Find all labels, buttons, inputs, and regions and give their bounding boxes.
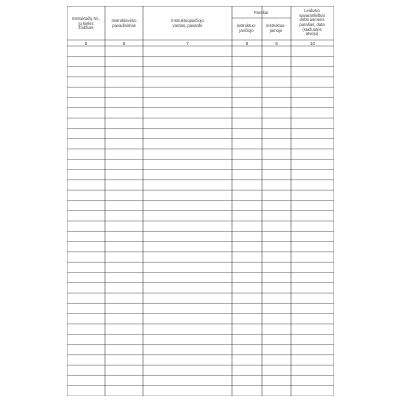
column-number-7: 7 [186,40,189,46]
column-number-9: 9 [275,40,278,46]
header-instruction-number: Instruktažų Nr., jų kiekis žodžiais [71,16,101,31]
header-signatures: Parašai [253,9,269,15]
table-grid [67,6,334,396]
column-number-8: 8 [245,40,249,46]
header-instruction-name: Instruktavimo pavadinimas [111,18,137,28]
column-number-6: 6 [122,40,126,46]
stray-mark: · [233,76,235,81]
column-number-10: 10 [309,40,316,46]
header-instructee-signature: instruktuo- jamojo [266,23,286,33]
column-number-5: 5 [84,40,88,46]
header-permitting-person: Leidusio savarankiškai dirbti asmens parašas, data (stažuotės atveju) [299,8,325,37]
journal-form [67,6,334,396]
header-instructor-signature: instruktuo- jančiojo [236,23,257,33]
header-instructor-name: Instruktuojančiojo vardas, pavardė [171,18,204,28]
